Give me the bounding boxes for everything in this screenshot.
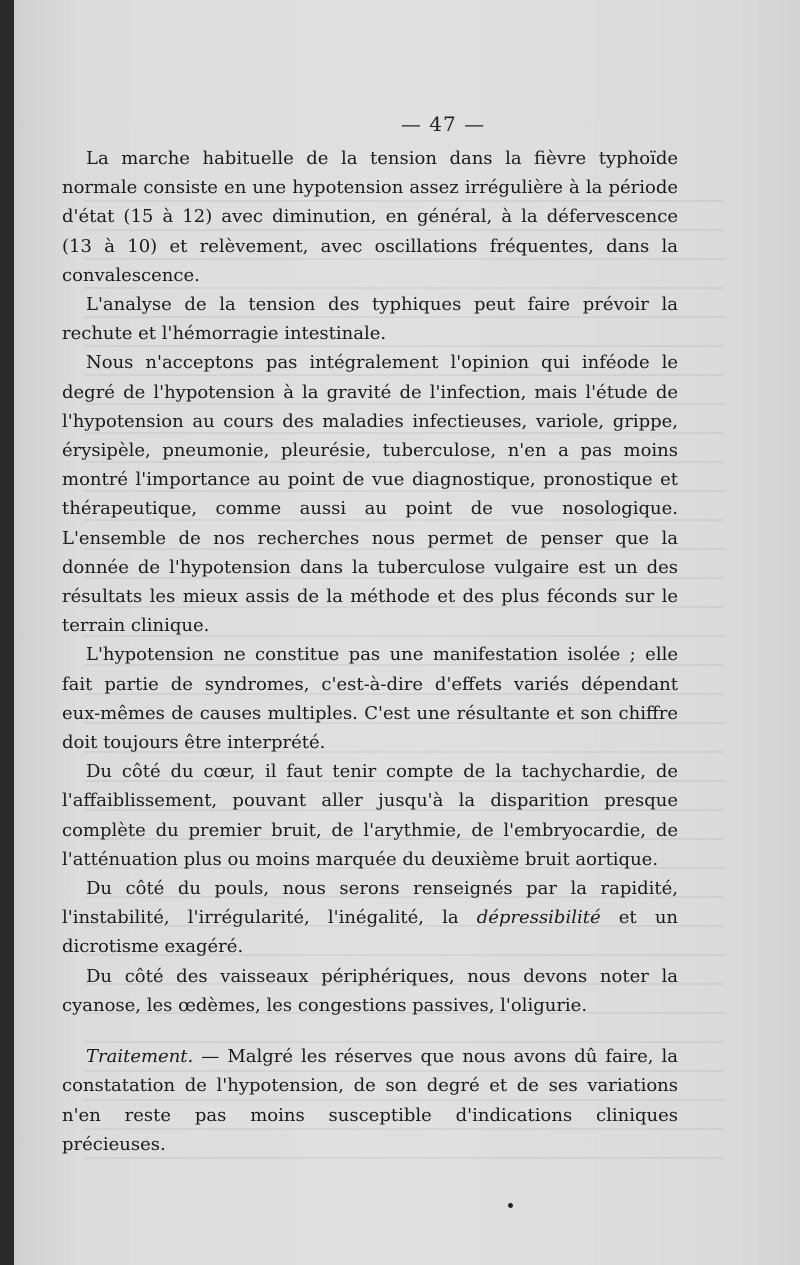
paragraph-traitement <box>62 1042 678 1159</box>
paragraph: Nous n'acceptons pas intégralement l'opinion qui inféode le degré de l'hypotension à la gravité de l'infection, mais l'étude de l'hypotension au cours des maladies infectieuses, variole, grippe, érysipèle, pneumonie, pleurésie, tuberculose, n'en a pas moins montré l'importance au point de vue diagnostique, pronostique et thérapeutique, comme aussi au point de vue nosologique. L'ensemble de nos recherches nous permet de penser que la donnée de l'hypotension dans la tuberculose vulgaire est un des résultats les mieux assis de la méthode et des plus féconds sur le terrain clinique. <box>62 352 678 637</box>
pouls-italic-term: dépressibilité <box>476 907 601 929</box>
body-text <box>62 144 678 1159</box>
paragraph: L'hypotension ne constitue pas une manifestation isolée ; elle fait partie de syndromes, c'est-à-dire d'effets variés dépendant eux-mêmes de causes multiples. C'est une résultante et son chiffre doit toujours être interprété. <box>62 644 678 754</box>
paragraph-pouls <box>62 874 678 962</box>
paragraph: Du côté du cœur, il faut tenir compte de la tachychardie, de l'affaiblissement, pouvant aller jusqu'à la disparition presque complète du premier bruit, de l'arythmie, de l'embryocardie, de l'atténuation plus ou moins marquée du deuxième bruit aortique. <box>62 761 678 870</box>
book-page <box>14 0 800 1265</box>
paragraph-vaisseaux: Du côté des vaisseaux périphériques, nous devons noter la cyanose, les œdèmes, les congestions passives, l'oligurie. <box>62 965 678 1016</box>
traitement-body: — Malgré les réserves que nous avons dû faire, la constatation de l'hypotension, de son degré et de ses variations n'en reste pas moins susceptible d'indications cliniques précieuses. <box>62 1046 678 1155</box>
traitement-heading: Traitement. <box>86 1046 194 1068</box>
paragraph: L'analyse de la tension des typhiques peut faire prévoir la rechute et l'hémorragie intestinale. <box>62 294 678 345</box>
pouls-text-start: Du côté du pouls, nous serons renseignés par la rapidité, l'instabilité, l'irrégularité, l'inégalité, la <box>62 878 678 929</box>
ink-dot <box>508 1203 513 1208</box>
pouls-text-end: et un dicrotisme exagéré. <box>62 907 679 958</box>
paragraph: La marche habituelle de la tension dans la fièvre typhoïde normale consiste en une hypotension assez irrégulière à la période d'état (15 à 12) avec diminution, en général, à la défervescence (13 à 10) et relèvement, avec oscillations fréquentes, dans la convalescence. <box>62 148 678 286</box>
page-number: — 47 — <box>400 112 486 136</box>
